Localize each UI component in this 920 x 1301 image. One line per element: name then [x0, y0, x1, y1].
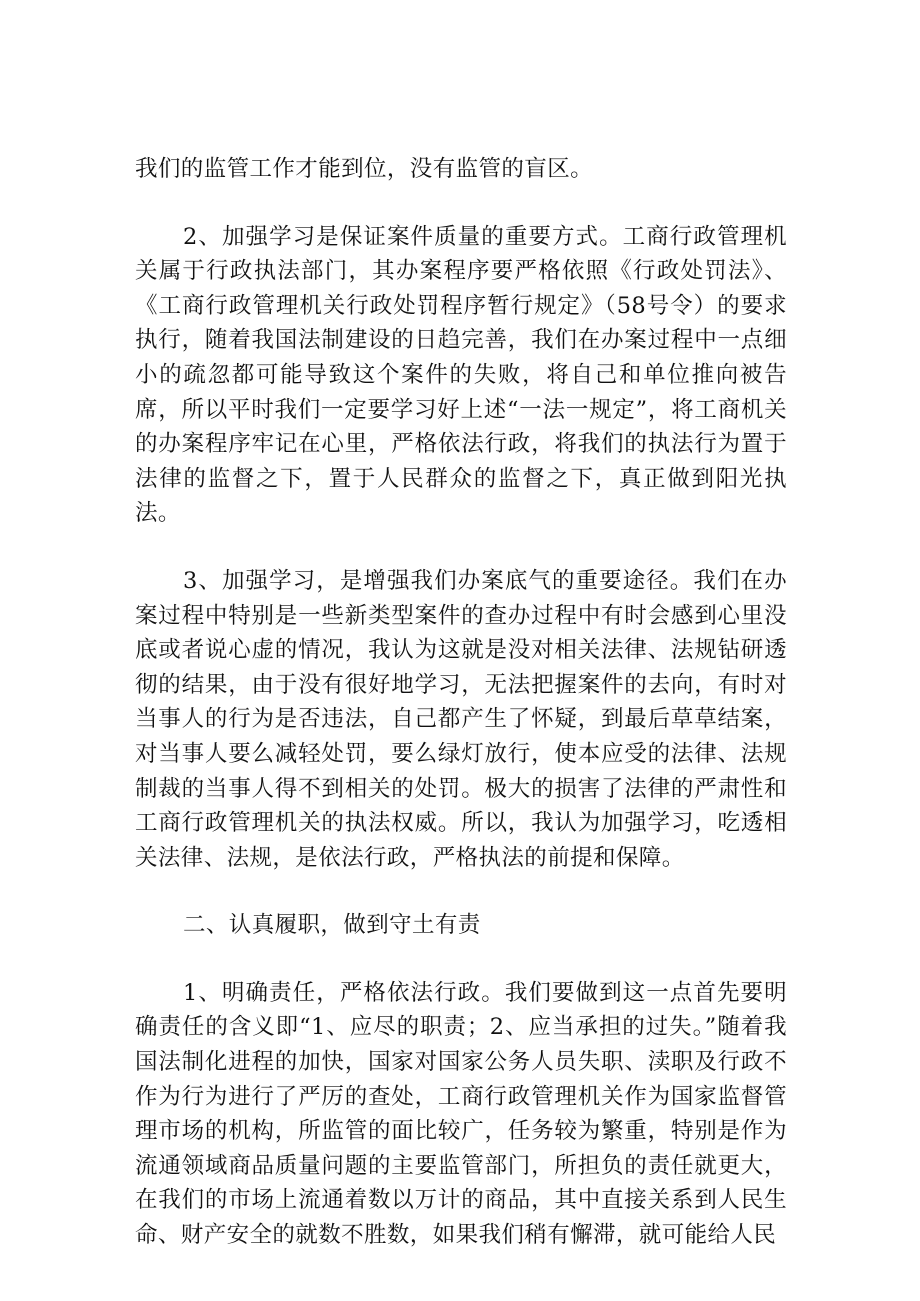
section-heading: 二、认真履职，做到守土有责 — [183, 912, 481, 939]
paragraph-gap — [135, 531, 787, 564]
paragraph-continuation: 我们的监管工作才能到位，没有监管的盲区。 — [135, 156, 594, 182]
paragraph-gap — [135, 943, 787, 976]
paragraph-clear-responsibility: 1、明确责任，严格依法行政。我们要做到这一点首先要明确责任的含义即“1、应尽的职责；2、应当承担的过失。”随着我国法制化进程的加快，国家对国家公务人员失职、渎职及行政不作为行为进行了严厉的查处，工商行政管理机关作为国家监督管理市场的机构，所监管的面比较广，任务较为繁重，特别是作为流通领域商品质量问题的主要监管部门，所担负的责任就更大，在我们的市场上流通着数以万计的商品，其中直接关系到人民生命、财产安全的就数不胜数，如果我们稍有懈滞，就可能给人民 — [135, 979, 787, 1249]
paragraph-study-quality: 2、加强学习是保证案件质量的重要方式。工商行政管理机关属于行政执法部门，其办案程序要严格依照《行政处罚法》、《工商行政管理机关行政处罚程序暂行规定》（58号令）的要求执行，随着我国法制建设的日趋完善，我们在办案过程中一点细小的疏忽都可能导致这个案件的失败，将自己和单位推向被告席，所以平时我们一定要学习好上述“一法一规定”，将工商机关的办案程序牢记在心里，严格依法行政，将我们的执法行为置于法律的监督之下，置于人民群众的监督之下，真正做到阳光执法。 — [135, 223, 787, 527]
paragraph-study-confidence: 3、加强学习，是增强我们办案底气的重要途径。我们在办案过程中特别是一些新类型案件的查办过程中有时会感到心里没底或者说心虚的情况，我认为这就是没对相关法律、法规钻研透彻的结果，由于没有很好地学习，无法把握案件的去向，有时对当事人的行为是否违法，自己都产生了怀疑，到最后草草结案，对当事人要么减轻处罚，要么绿灯放行，使本应受的法律、法规制裁的当事人得不到相关的处罚。极大的损害了法律的严肃性和工商行政管理机关的执法权威。所以，我认为加强学习，吃透相关法律、法规，是依法行政，严格执法的前提和保障。 — [135, 567, 787, 871]
document-page — [135, 152, 787, 1253]
paragraph-gap — [135, 187, 787, 220]
paragraph-gap — [135, 875, 787, 908]
